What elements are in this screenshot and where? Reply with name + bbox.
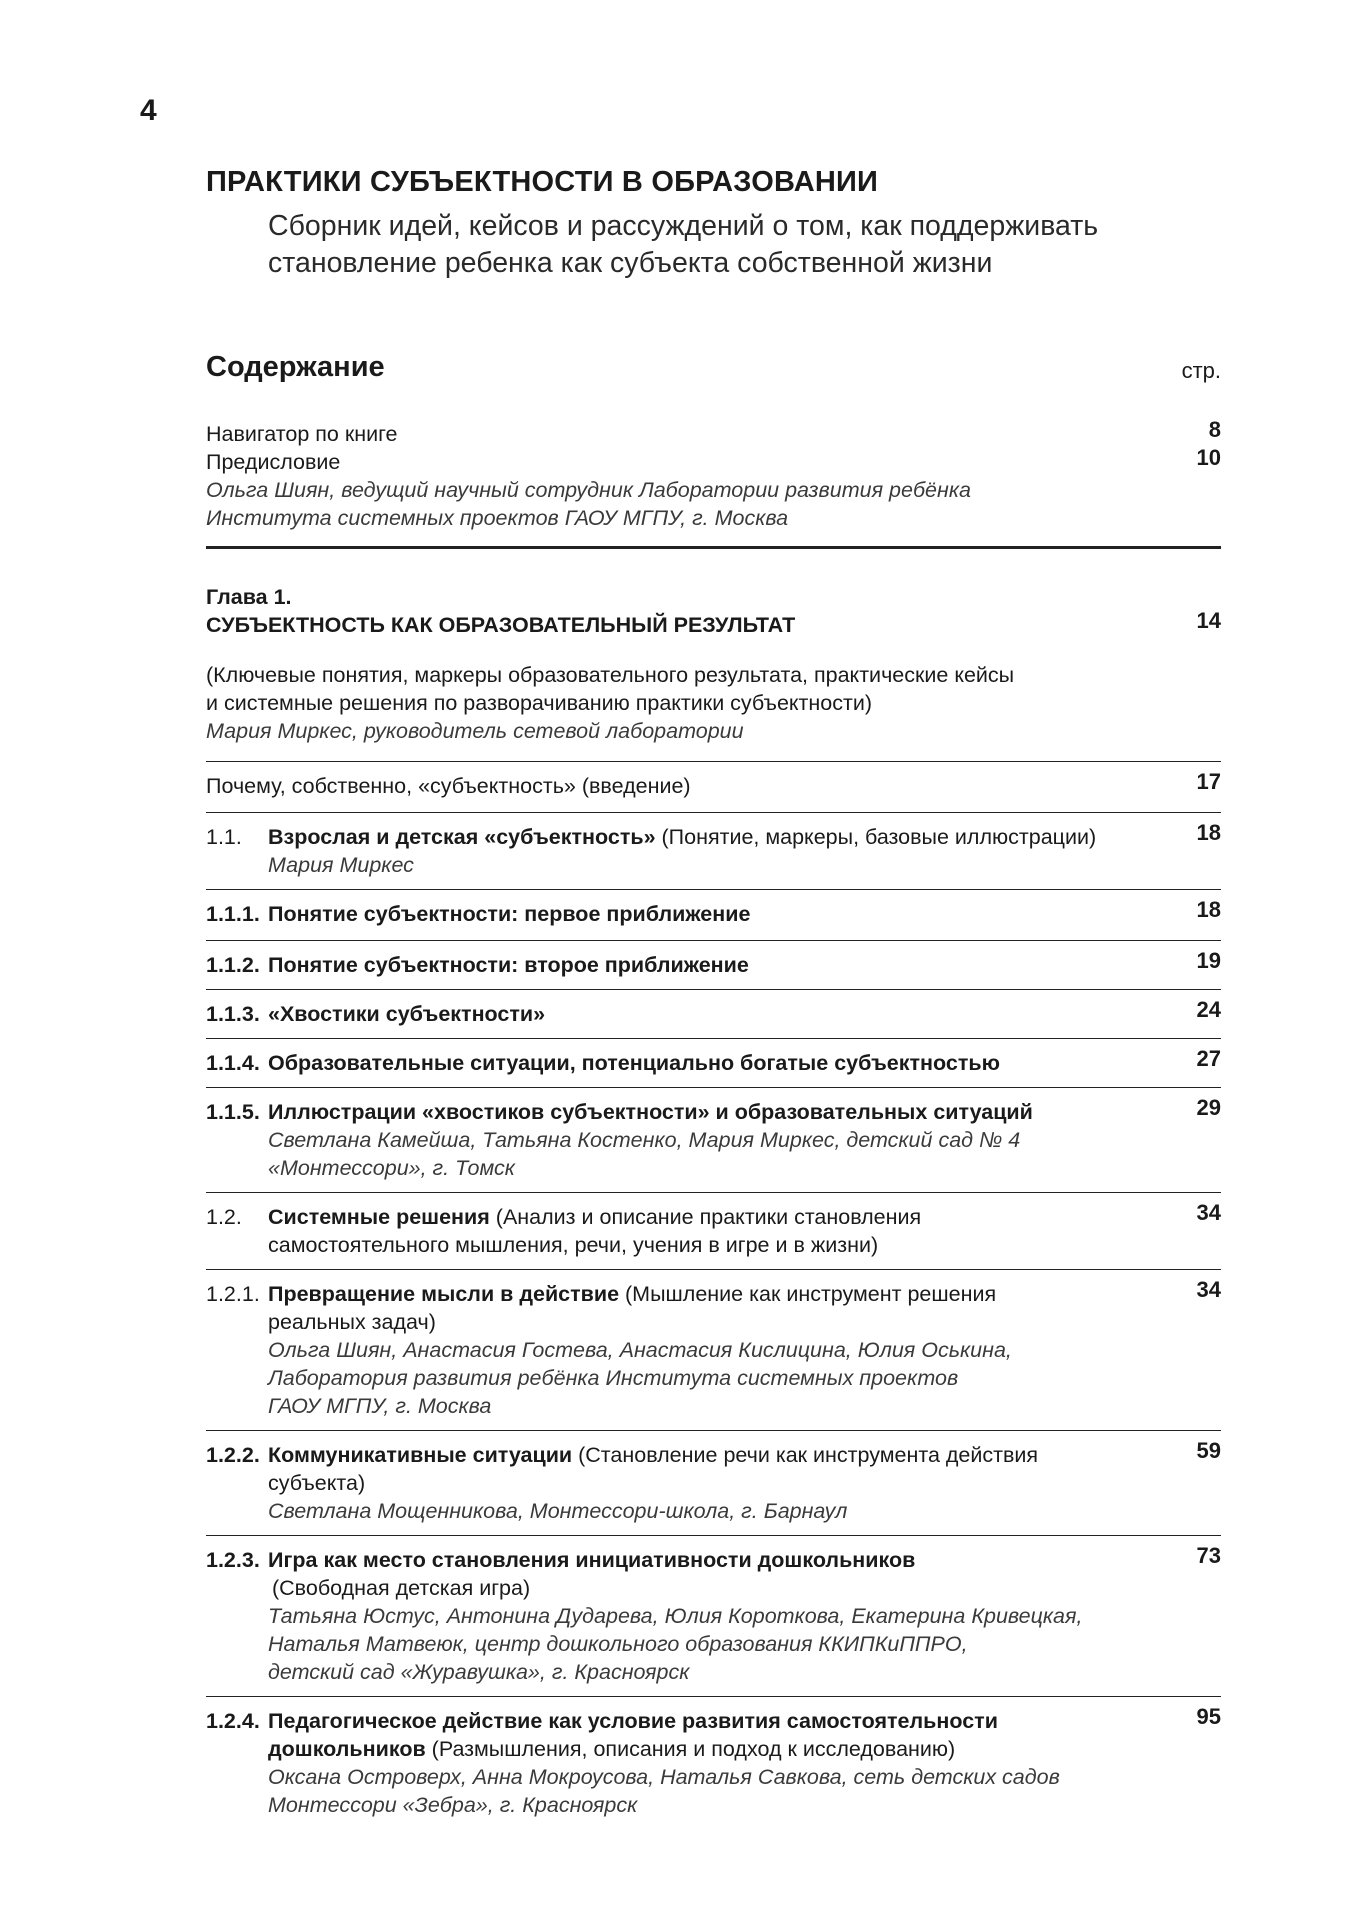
toc-section-1-1-5: [206, 1088, 1221, 1193]
toc-author: Ольга Шиян, Анастасия Гостева, Анастасия Кислицина, Юлия Оськина,: [268, 1338, 1012, 1362]
chapter-title: СУБЪЕКТНОСТЬ КАК ОБРАЗОВАТЕЛЬНЫЙ РЕЗУЛЬТАТ: [206, 613, 796, 637]
toc-page-number: 18: [1196, 820, 1221, 845]
toc-author: Ольга Шиян, ведущий научный сотрудник Лаборатории развития ребёнка: [206, 478, 971, 502]
toc-author: Мария Миркес, руководитель сетевой лаборатории: [206, 719, 744, 743]
section-title: Педагогическое действие как условие развития самостоятельности: [268, 1709, 998, 1733]
toc-author: Мария Миркес: [268, 853, 414, 877]
section-title: Образовательные ситуации, потенциально богатые субъектностью: [268, 1051, 1000, 1075]
toc-author: Оксана Островерх, Анна Мокроусова, Наталья Савкова, сеть детских садов: [268, 1765, 1060, 1789]
toc-entry-why: [206, 762, 1221, 813]
section-number: 1.2.: [206, 1205, 242, 1229]
section-number: 1.1.: [206, 825, 242, 849]
toc-page-number: 34: [1196, 1277, 1221, 1302]
toc-author: ГАОУ МГПУ, г. Москва: [268, 1394, 492, 1418]
section-title: «Хвостики субъектности»: [268, 1002, 546, 1026]
section-title: Превращение мысли в действие: [268, 1282, 620, 1306]
toc-section-1-2-2: [206, 1431, 1221, 1536]
toc-author: Института системных проектов ГАОУ МГПУ, г. Москва: [206, 506, 789, 530]
toc-author: «Монтессори», г. Томск: [268, 1156, 515, 1180]
toc-chapter-1: [206, 549, 1221, 762]
section-title: Системные решения: [268, 1205, 490, 1229]
section-number: 1.2.3.: [206, 1548, 260, 1572]
section-title: Понятие субъектности: первое приближение: [268, 902, 751, 926]
page-number: 4: [140, 94, 157, 127]
section-title: Коммуникативные ситуации: [268, 1443, 573, 1467]
section-description: (Свободная детская игра): [272, 1576, 531, 1600]
toc-author: Светлана Камейша, Татьяна Костенко, Мария Миркес, детский сад № 4: [268, 1128, 1021, 1152]
section-description: самостоятельного мышления, речи, учения в игре и в жизни): [268, 1233, 879, 1257]
section-number: 1.1.5.: [206, 1100, 260, 1124]
toc-page-number: 17: [1196, 769, 1221, 794]
toc-page-number: 73: [1196, 1543, 1221, 1568]
book-title: ПРАКТИКИ СУБЪЕКТНОСТИ В ОБРАЗОВАНИИ: [206, 166, 879, 198]
section-description: (Размышления, описания и подход к исследованию): [425, 1737, 956, 1761]
toc-page-number: 95: [1196, 1704, 1221, 1729]
section-number: 1.2.4.: [206, 1709, 260, 1733]
toc-author: Наталья Матвеюк, центр дошкольного образования ККИПКиППРО,: [268, 1632, 968, 1656]
toc-entry-title: Почему, собственно, «субъектность» (введение): [206, 774, 691, 798]
section-title: дошкольников: [268, 1737, 426, 1761]
toc-page-number: 24: [1196, 997, 1221, 1022]
section-description: субъекта): [268, 1471, 366, 1495]
toc-entry-title: Предисловие: [206, 450, 341, 474]
toc-heading: Содержание: [206, 351, 385, 383]
section-description: (Понятие, маркеры, базовые иллюстрации): [655, 825, 1097, 849]
toc-section-1-1-1: [206, 890, 1221, 941]
subtitle-line: Сборник идей, кейсов и рассуждений о том, как поддерживать: [268, 210, 1099, 242]
toc-section-1-1-3: [206, 990, 1221, 1039]
toc-entry-intro: [206, 417, 1221, 549]
book-subtitle: [268, 208, 1228, 282]
toc-section-1-1-4: [206, 1039, 1221, 1088]
toc-page-number: 14: [1196, 608, 1221, 633]
subtitle-line: становление ребенка как субъекта собственной жизни: [268, 247, 993, 279]
toc-page-number: 18: [1196, 897, 1221, 922]
section-title: Игра как место становления инициативности дошкольников: [268, 1548, 916, 1572]
section-description: (Становление речи как инструмента действия: [572, 1443, 1039, 1467]
section-number: 1.1.1.: [206, 902, 260, 926]
section-number: 1.1.2.: [206, 953, 260, 977]
section-description: (Мышление как инструмент решения: [619, 1282, 997, 1306]
toc-section-1-2-3: [206, 1536, 1221, 1697]
section-description: реальных задач): [268, 1310, 436, 1334]
toc-page-number: 59: [1196, 1438, 1221, 1463]
section-number: 1.2.1.: [206, 1282, 260, 1306]
chapter-label: Глава 1.: [206, 585, 292, 609]
pages-column-label: стр.: [1181, 358, 1221, 383]
toc-entry-title: Навигатор по книге: [206, 422, 398, 446]
toc-section-1-2-4: [206, 1697, 1221, 1829]
toc-section-1-1-2: [206, 941, 1221, 990]
toc-page-number: 29: [1196, 1095, 1221, 1120]
toc-author: Лаборатория развития ребёнка Института системных проектов: [268, 1366, 959, 1390]
toc-section-1-1: [206, 813, 1221, 890]
toc-author: Светлана Мощенникова, Монтессори-школа, г. Барнаул: [268, 1499, 848, 1523]
section-title: Взрослая и детская «субъектность»: [268, 825, 656, 849]
toc-author: детский сад «Журавушка», г. Красноярск: [268, 1660, 690, 1684]
toc-page-number: 19: [1196, 948, 1221, 973]
section-number: 1.2.2.: [206, 1443, 260, 1467]
section-number: 1.1.4.: [206, 1051, 260, 1075]
toc-page-number: 8: [1208, 417, 1221, 442]
toc-author: Монтессори «Зебра», г. Красноярск: [268, 1793, 638, 1817]
table-of-contents: [206, 417, 1221, 1829]
toc-page-number: 10: [1196, 445, 1221, 470]
chapter-description: и системные решения по разворачиванию практики субъектности): [206, 691, 873, 715]
toc-section-1-2-1: [206, 1270, 1221, 1431]
toc-page-number: 27: [1196, 1046, 1221, 1071]
toc-section-1-2: [206, 1193, 1221, 1270]
section-number: 1.1.3.: [206, 1002, 260, 1026]
section-title: Иллюстрации «хвостиков субъектности» и образовательных ситуаций: [268, 1100, 1033, 1124]
toc-author: Татьяна Юстус, Антонина Дударева, Юлия Короткова, Екатерина Кривецкая,: [268, 1604, 1083, 1628]
toc-page-number: 34: [1196, 1200, 1221, 1225]
section-title: Понятие субъектности: второе приближение: [268, 953, 749, 977]
section-description: (Анализ и описание практики становления: [489, 1205, 922, 1229]
chapter-description: (Ключевые понятия, маркеры образовательного результата, практические кейсы: [206, 663, 1015, 687]
